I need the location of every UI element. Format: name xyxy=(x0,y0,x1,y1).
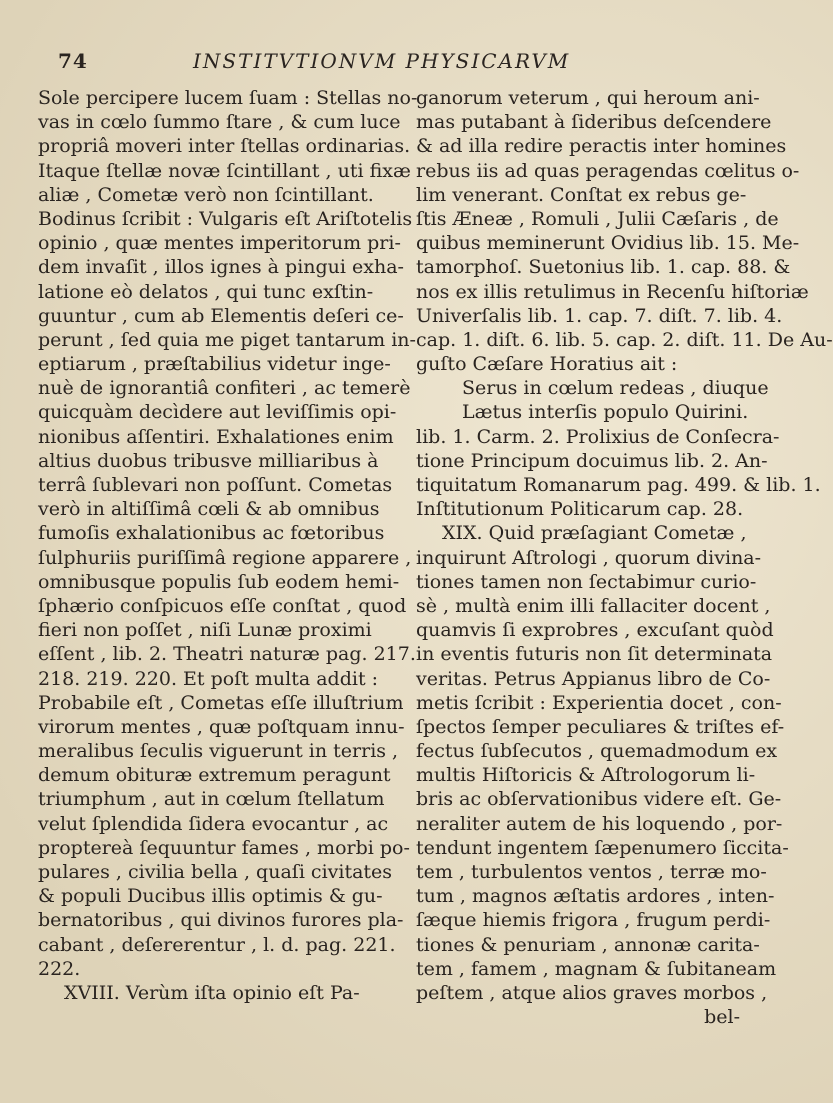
text-line: dem invaſit , illos ignes à pingui exha- xyxy=(38,256,404,279)
text-line: 222. xyxy=(38,957,81,980)
right-column xyxy=(416,86,833,1029)
text-line: fumoſis exhalationibus ac fœtoribus xyxy=(38,522,385,545)
text-line: tamorphoſ. Suetonius lib. 1. cap. 88. & xyxy=(416,256,791,279)
text-line: ganorum veterum , qui heroum ani- xyxy=(416,87,760,109)
text-line: lim venerant. Conſtat ex rebus ge- xyxy=(416,183,747,206)
text-line: cap. 1. diſt. 6. lib. 5. cap. 2. diſt. 11. De Au- xyxy=(416,328,833,351)
text-line: tem , turbulentos ventos , terræ mo- xyxy=(416,861,767,883)
text-line: metis ſcribit : Experientia docet , con- xyxy=(416,691,782,714)
text-line: quibus meminerunt Ovidius lib. 15. Me- xyxy=(416,232,800,255)
text-line: XVIII. Verùm iſta opinio eſt Pa- xyxy=(64,981,360,1004)
text-line: tum , magnos æſtatis ardores , inten- xyxy=(416,885,775,908)
text-line: & populi Ducibus illis optimis & gu- xyxy=(38,885,383,908)
text-line: lib. 1. Carm. 2. Prolixius de Conſecra- xyxy=(416,425,780,448)
text-line: omnibusque populis ſub eodem hemi- xyxy=(38,570,400,593)
text-line: Bodinus ſcribit : Vulgaris eſt Ariſtotelis xyxy=(38,207,413,230)
text-line: 218. 219. 220. Et poſt multa addit : xyxy=(38,667,379,690)
text-line: propriâ moveri inter ſtellas ordinarias. xyxy=(38,135,411,158)
text-line: tiones tamen non ſectabimur curio- xyxy=(416,570,757,593)
text-line: & ad illa redire peractis inter homines xyxy=(416,135,787,158)
text-line: peſtem , atque alios graves morbos , xyxy=(416,981,768,1004)
text-line: Lætus interſis populo Quirini. xyxy=(462,401,749,424)
text-line: velut ſplendida ſidera evocantur , ac xyxy=(38,812,389,835)
running-head: INSTITVTIONVM PHYSICARVM xyxy=(193,49,571,73)
text-line: bel- xyxy=(704,1006,740,1029)
text-line: meralibus ſeculis viguerunt in terris , xyxy=(38,740,399,763)
page-number: 74 xyxy=(58,49,88,73)
text-line: tione Principum docuimus lib. 2. An- xyxy=(416,449,768,472)
text-line: quamvis ſi exprobres , excuſant quòd xyxy=(416,619,774,642)
text-line: Serus in cœlum redeas , diuque xyxy=(462,377,769,400)
text-line: fectus ſubſecutos , quemadmodum ex xyxy=(416,740,778,763)
text-line: tiones & penuriam , annonæ carita- xyxy=(416,933,760,956)
text-line: terrâ ſublevari non poſſunt. Cometas xyxy=(38,474,393,496)
text-line: verò in altiſſimâ cœli & ab omnibus xyxy=(38,498,380,521)
text-line: bernatoribus , qui divinos furores pla- xyxy=(38,909,404,932)
text-line: rebus iis ad quas peragendas cœlitus o- xyxy=(416,159,800,182)
text-line: nionibus aſſentiri. Exhalationes enim xyxy=(38,425,394,448)
text-line: latione eò delatos , qui tunc exſtin- xyxy=(38,280,374,303)
text-line: guſto Cæſare Horatius ait : xyxy=(416,353,678,376)
text-line: tem , famem , magnam & ſubitaneam xyxy=(416,957,777,980)
text-line: ſæque hiemis frigora , frugum perdi- xyxy=(416,909,771,932)
text-line: pulares , civilia bella , quaſi civitates xyxy=(38,861,393,883)
text-line: ſpectos ſemper peculiares & triſtes ef- xyxy=(416,715,785,738)
text-line: ſphærio conſpicuos eſſe conſtat , quod xyxy=(38,594,407,617)
text-line: neraliter autem de his loquendo , por- xyxy=(416,812,783,835)
text-line: inquirunt Aſtrologi , quorum divina- xyxy=(416,546,762,569)
text-line: quicquàm decìdere aut leviſſimis opi- xyxy=(38,401,397,424)
text-line: ſulphuriis puriſſimâ regione apparere , xyxy=(38,546,412,569)
text-line: virorum mentes , quæ poſtquam innu- xyxy=(38,715,405,738)
text-line: tendunt ingentem ſæpenumero ſiccita- xyxy=(416,836,789,859)
text-line: tiquitatum Romanarum pag. 499. & lib. 1. xyxy=(416,474,821,496)
text-line: opinio , quæ mentes imperitorum pri- xyxy=(38,232,401,255)
text-line: ſtis Æneæ , Romuli , Julii Cæſaris , de xyxy=(416,207,779,230)
text-line: Inſtitutionum Politicarum cap. 28. xyxy=(416,498,744,521)
text-line: Univerſalis lib. 1. cap. 7. diſt. 7. lib. 4. xyxy=(416,304,783,327)
text-line: Sole percipere lucem ſuam : Stellas no- xyxy=(38,87,418,109)
text-line: perunt , ſed quia me piget tantarum in- xyxy=(38,328,416,351)
text-line: guuntur , cum ab Elementis deſeri ce- xyxy=(38,304,404,327)
text-line: cabant , deſererentur , l. d. pag. 221. xyxy=(38,933,396,956)
text-line: veritas. Petrus Appianus libro de Co- xyxy=(416,667,771,690)
text-line: altius duobus tribusve milliaribus à xyxy=(38,449,379,472)
text-line: mas putabant à ſideribus deſcendere xyxy=(416,111,772,134)
text-line: sè , multà enim illi fallaciter docent , xyxy=(416,594,771,617)
text-line: proptereà ſequuntur fames , morbi po- xyxy=(38,836,410,859)
text-line: demum obituræ extremum peragunt xyxy=(38,764,391,787)
text-line: vas in cœlo ſummo ſtare , & cum luce xyxy=(38,111,401,134)
text-line: nos ex illis retulimus in Recenſu hiſtoriæ xyxy=(416,280,809,303)
text-line: in eventis futuris non ſit determinata xyxy=(416,643,773,666)
page-header xyxy=(58,44,788,78)
text-line: triumphum , aut in cœlum ſtellatum xyxy=(38,788,385,811)
text-line: Probabile eſt , Cometas eſſe illuſtrium xyxy=(38,691,404,714)
text-line: bris ac obſervationibus videre eſt. Ge- xyxy=(416,788,782,811)
text-line: eptiarum , præſtabilius videtur inge- xyxy=(38,353,391,376)
left-column xyxy=(38,86,418,1005)
text-line: eſſent , lib. 2. Theatri naturæ pag. 217. xyxy=(38,643,416,666)
text-line: XIX. Quid præſagiant Cometæ , xyxy=(442,522,747,545)
text-line: nuè de ignorantiâ confiteri , ac temerè xyxy=(38,377,411,400)
text-line: Itaque ſtellæ novæ ſcintillant , uti fixæ xyxy=(38,159,411,182)
text-line: multis Hiſtoricis & Aſtrologorum li- xyxy=(416,764,756,787)
text-line: aliæ , Cometæ verò non ſcintillant. xyxy=(38,183,374,206)
text-line: fieri non poſſet , niſi Lunæ proximi xyxy=(38,619,372,642)
